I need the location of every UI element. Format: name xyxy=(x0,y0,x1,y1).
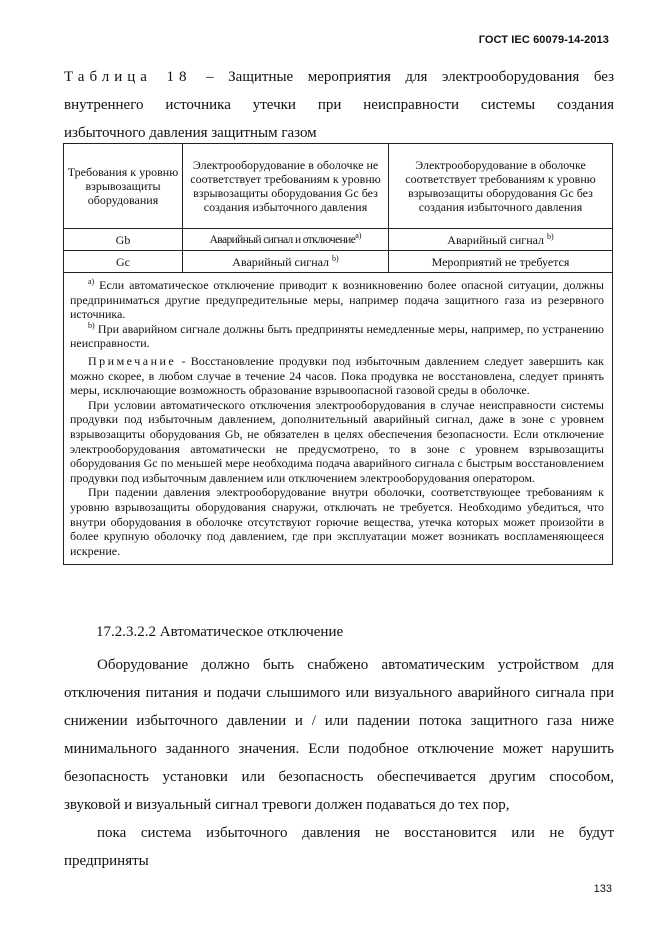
protective-measures-table xyxy=(63,143,613,565)
footnote-ref: b) xyxy=(332,253,339,263)
note-paragraph: При падении давления электрооборудование внутри оболочки, соответствующее требованиям к уровню взрывозащиты оборудования снаружи, отключать не требуется. Необходимо убедиться, что внутри оборудования в оболочке отсутствуют горючие вещества, утечка которых может произойти в более крупную оболочку под давлением, где при эксплуатации может возникать воспламеняющееся искрение. xyxy=(70,485,604,558)
paragraph-last-line: пока система избыточного давления не восстановится или не будут предприняты xyxy=(64,825,614,869)
standard-designation: ГОСТ IEC 60079-14-2013 xyxy=(478,34,609,46)
caption-line-3: избыточного давления защитным газом xyxy=(64,125,317,141)
caption-label: Таблица xyxy=(64,69,152,85)
caption-number: 18 xyxy=(166,69,192,85)
cell-not-conforming xyxy=(183,229,389,251)
page-number: 133 xyxy=(593,883,612,895)
section-heading: 17.2.3.2.2 Автоматическое отключение xyxy=(96,624,344,640)
caption-dash: – xyxy=(206,69,214,85)
cell-text: Аварийный сигнал xyxy=(232,254,330,269)
note-paragraph: При условии автоматического отключения электрооборудования в случае неисправности системы продувки под избыточным давлением, дополнительный аварийный сигнал, даже в зоне с уровнем взрывозащиты оборудования Gb, не обязателен в целях обеспечения безопасности. Если отключение электрооборудования автоматически не предусмотрено, то в зоне с уровнем взрывозащиты оборудования Gc по меньшей мере необходима подача аварийного сигнала с быстрым восстановлением продувки под избыточным давлением или отключением электрооборудования оператором. xyxy=(70,397,604,485)
table-header-row xyxy=(64,144,613,229)
caption-line-2: внутреннего источника утечки при неисправности системы создания xyxy=(64,97,614,113)
footnote-a xyxy=(70,278,604,322)
cell-not-conforming xyxy=(183,251,389,273)
note-paragraph xyxy=(70,354,604,398)
caption-line-1 xyxy=(64,63,614,91)
header-protection-level: Требования к уровню взрывозащиты оборудования xyxy=(64,144,183,229)
footnote-text: При аварийном сигнале должны быть предприняты немедленные меры, например, по устранению неисправности. xyxy=(70,321,604,351)
note-text: Восстановление продувки под избыточным давлением следует завершить как можно скорее, в любом случае в течение 24 часов. Пока продувка не восстановлена, следует принять меры, исключающие возможность образование взрывоопасной газовой среды в оболочке. xyxy=(70,353,604,398)
body-text xyxy=(64,651,614,875)
note-dash: - xyxy=(181,353,186,368)
footnote-mark: b) xyxy=(88,320,95,330)
table-row xyxy=(64,229,613,251)
cell-text: Мероприятий не требуется xyxy=(431,254,570,269)
table-caption xyxy=(64,63,614,147)
note-label: Примечание xyxy=(88,353,177,368)
cell-text: Аварийный сигнал и отключение xyxy=(209,234,356,246)
table-notes-row xyxy=(64,273,613,565)
cell-conforming xyxy=(389,229,613,251)
caption-title-start: Защитные мероприятия для электрооборудования без xyxy=(228,69,615,85)
footnote-ref: b) xyxy=(547,231,554,241)
header-conforming: Электрооборудование в оболочке соответствует требованиям к уровню взрывозащиты оборудования Gc без создания избыточного давления xyxy=(389,144,613,229)
table-row xyxy=(64,251,613,273)
cell-level: Gb xyxy=(64,229,183,251)
table-notes xyxy=(64,273,613,565)
footnote-mark: a) xyxy=(88,277,95,286)
cell-level: Gc xyxy=(64,251,183,273)
header-not-conforming: Электрооборудование в оболочке не соответствует требованиям к уровню взрывозащиты оборудования Gc без создания избыточного давления xyxy=(183,144,389,229)
cell-text: Аварийный сигнал xyxy=(447,232,545,247)
footnote-text: Если автоматическое отключение приводит к возникновению более опасной ситуации, должны предприниматься другие предупредительные меры, например подача защитного газа из резервного источника. xyxy=(70,278,604,322)
paragraph-text: Оборудование должно быть снабжено автоматическим устройством для отключения питания и подачи слышимого или визуального аварийного сигнала при снижении избыточного давлении и / или падении потока защитного газа ниже минимального заданного значения. Если подобное отключение может нарушить безопасность установки или безопасность обеспечивается другим способом, звуковой и визуальный сигнал тревоги должен подаваться до тех пор, xyxy=(64,657,614,813)
footnote-b xyxy=(70,322,604,351)
footnote-ref: a) xyxy=(355,231,362,240)
cell-conforming xyxy=(389,251,613,273)
body-paragraph xyxy=(64,651,614,875)
